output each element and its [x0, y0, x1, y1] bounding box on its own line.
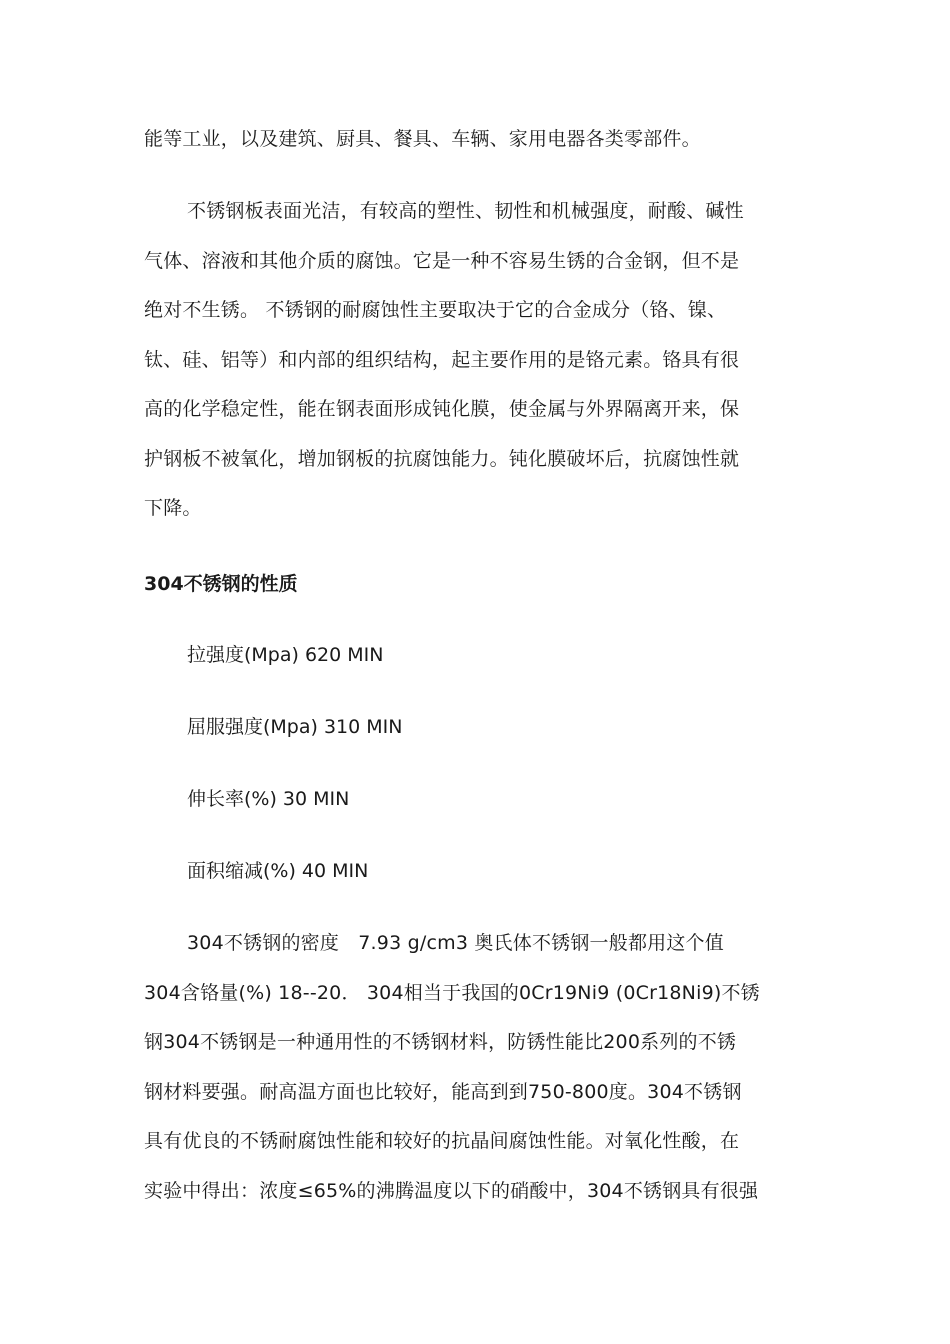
text-line: 钛、硅、铝等）和内部的组织结构，起主要作用的是铬元素。铬具有很: [144, 348, 740, 371]
text-line: 实验中得出：浓度≤65%的沸腾温度以下的硝酸中，304不锈钢具有很强: [144, 1179, 759, 1202]
text-line: 下降。: [144, 497, 202, 519]
text-line: 304不锈钢的密度 7.93 g/cm3 奥氏体不锈钢一般都用这个值: [187, 932, 724, 954]
paragraph-304-details: [144, 919, 812, 1216]
text-line: 钢材料要强。耐高温方面也比较好，能高到到750-800度。304不锈钢: [144, 1080, 742, 1103]
text-line: 高的化学稳定性，能在钢表面形成钝化膜，使金属与外界隔离开来，保: [144, 398, 740, 420]
property-area-reduction: 面积缩减(%) 40 MIN: [187, 860, 369, 882]
property-elongation: 伸长率(%) 30 MIN: [187, 788, 350, 810]
property-tensile-strength: 拉强度(Mpa) 620 MIN: [187, 644, 384, 666]
property-yield-strength: 屈服强度(Mpa) 310 MIN: [187, 716, 403, 738]
text-line: 304含铬量(%) 18--20． 304相当于我国的0Cr19Ni9 (0Cr18Ni9)不锈: [144, 981, 760, 1004]
text-line: 气体、溶液和其他介质的腐蚀。它是一种不容易生锈的合金钢，但不是: [144, 249, 740, 272]
paragraph-stainless-plate: [144, 187, 812, 534]
text-line: 能等工业，以及建筑、厨具、餐具、车辆、家用电器各类零部件。: [144, 128, 701, 150]
text-line: 具有优良的不锈耐腐蚀性能和较好的抗晶间腐蚀性能。对氧化性酸，在: [144, 1130, 740, 1152]
text-line: 绝对不生锈。 不锈钢的耐腐蚀性主要取决于它的合金成分（铬、镍、: [144, 299, 727, 321]
section-heading: 304不锈钢的性质: [144, 573, 298, 595]
text-line: 护钢板不被氧化，增加钢板的抗腐蚀能力。钝化膜破坏后，抗腐蚀性就: [144, 447, 740, 470]
paragraph-continuation: [144, 115, 812, 165]
text-line: 不锈钢板表面光洁，有较高的塑性、韧性和机械强度，耐酸、碱性: [187, 200, 744, 222]
text-line: 钢304不锈钢是一种通用性的不锈钢材料，防锈性能比200系列的不锈: [144, 1031, 737, 1053]
